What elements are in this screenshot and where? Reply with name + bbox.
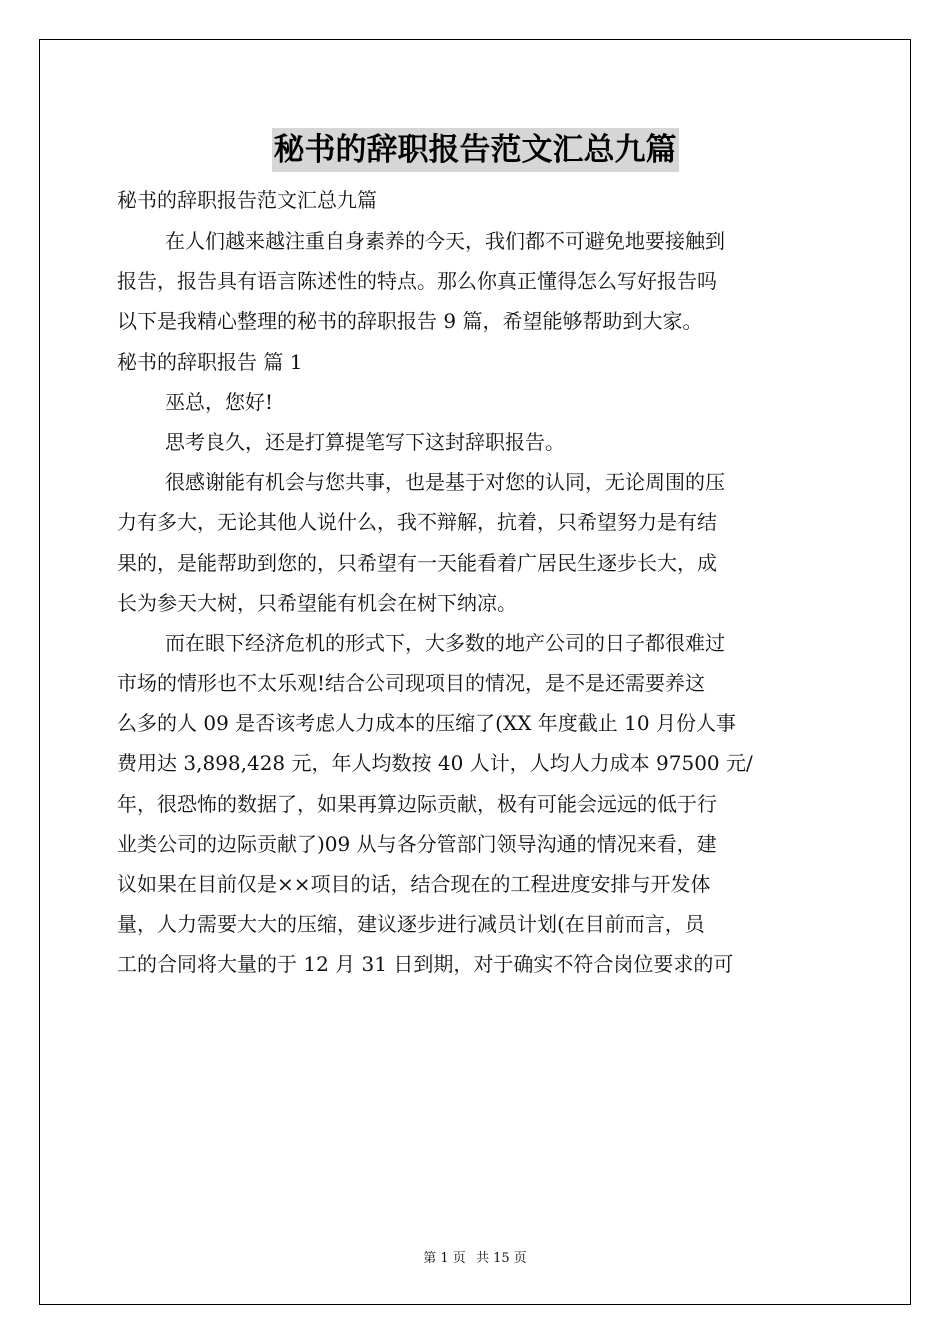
text-line: 业类公司的边际贡献了)09 从与各分管部门领导沟通的情况来看，建 <box>117 831 717 856</box>
text-line: 秘书的辞职报告 篇 1 <box>117 349 303 374</box>
text-line: 果的，是能帮助到您的，只希望有一天能看着广居民生逐步长大，成 <box>117 550 717 575</box>
text-line: 很感谢能有机会与您共事，也是基于对您的认同，无论周围的压 <box>165 470 725 495</box>
text-line: 费用达 3,898,428 元，年人均数按 40 人计，人均人力成本 97500 元/ <box>117 751 753 776</box>
page-number: 第 1 页 <box>423 1251 466 1266</box>
text-line: 而在眼下经济危机的形式下，大多数的地产公司的日子都很难过 <box>165 630 725 655</box>
text-line: 秘书的辞职报告范文汇总九篇 <box>117 188 377 212</box>
text-line: 议如果在目前仅是××项目的话，结合现在的工程进度安排与开发体 <box>117 872 711 896</box>
text-line: 市场的情形也不太乐观!结合公司现项目的情况，是不是还需要养这 <box>117 671 706 696</box>
page-footer <box>0 1247 950 1266</box>
text-line: 巫总，您好! <box>165 389 274 414</box>
text-line: 以下是我精心整理的秘书的辞职报告 9 篇，希望能够帮助到大家。 <box>117 309 703 334</box>
text-line: 力有多大，无论其他人说什么，我不辩解，抗着，只希望努力是有结 <box>117 510 717 535</box>
text-line: 量，人力需要大大的压缩，建议逐步进行减员计划(在目前而言，员 <box>117 912 705 937</box>
text-line: 长为参天大树，只希望能有机会在树下纳凉。 <box>117 590 517 615</box>
text-line: 年，很恐怖的数据了，如果再算边际贡献，极有可能会远远的低于行 <box>117 791 717 816</box>
text-line: 思考良久，还是打算提笔写下这封辞职报告。 <box>165 429 565 454</box>
document-title: 秘书的辞职报告范文汇总九篇 <box>272 128 679 172</box>
page-total: 共 15 页 <box>475 1251 527 1266</box>
document-body <box>117 179 833 985</box>
title-container <box>0 128 950 172</box>
text-line: 在人们越来越注重自身素养的今天，我们都不可避免地要接触到 <box>165 229 725 253</box>
text-line: 么多的人 09 是否该考虑人力成本的压缩了(XX 年度截止 10 月份人事 <box>117 711 736 736</box>
text-line: 报告，报告具有语言陈述性的特点。那么你真正懂得怎么写好报告吗 <box>117 269 717 294</box>
text-line: 工的合同将大量的于 12 月 31 日到期，对于确实不符合岗位要求的可 <box>117 952 734 977</box>
